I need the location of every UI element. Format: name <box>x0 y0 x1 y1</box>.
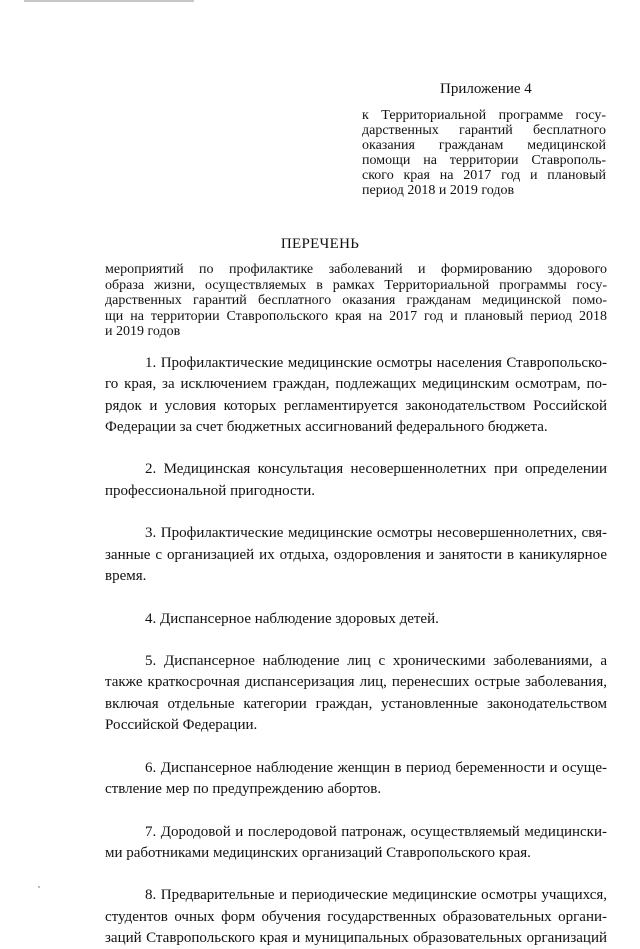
document-subtitle <box>105 262 607 340</box>
subtitle-line: образа жизни, осуществляемых в рамках Территориальной программы госу- <box>105 277 607 293</box>
item-line: 7. Дородовой и послеродовой патронаж, осуществляемый медицински- <box>145 823 607 840</box>
list-item <box>105 353 607 438</box>
list-item <box>105 609 607 630</box>
measures-list <box>105 353 607 949</box>
item-line: го края, за исключением граждан, подлежащих медицинским осмотрам, по- <box>105 376 607 393</box>
item-line: включая отдельные категории граждан, установленные законодательством <box>105 695 607 712</box>
item-line: 4. Диспансерное наблюдение здоровых детей. <box>145 610 439 627</box>
list-item <box>105 758 607 801</box>
list-item <box>105 651 607 736</box>
subtitle-line: мероприятий по профилактике заболеваний и формированию здорового <box>105 262 607 277</box>
document-title: ПЕРЕЧЕНЬ <box>280 236 360 252</box>
item-line: 3. Профилактические медицинские осмотры несовершеннолетних, свя- <box>145 525 607 542</box>
appendix-line: помощи на территории Ставрополь- <box>362 153 606 168</box>
item-line: Российской Федерации. <box>105 717 258 734</box>
subtitle-line: дарственных гарантий бесплатного оказания гражданам медицинской помо- <box>105 293 607 308</box>
item-line: 5. Диспансерное наблюдение лиц с хроническими заболеваниями, а <box>145 653 607 670</box>
appendix-reference <box>362 108 606 198</box>
item-line: 8. Предварительные и периодические медицинские осмотры учащихся, <box>145 887 607 904</box>
item-line: профессиональной пригодности. <box>105 482 315 499</box>
scan-speck <box>38 886 40 888</box>
appendix-line: период 2018 и 2019 годов <box>362 183 515 198</box>
appendix-line: к Территориальной программе госу- <box>362 108 606 123</box>
item-line: занные с организацией их отдыха, оздоровления и занятости в каникулярное <box>105 546 607 563</box>
item-line: заций Ставропольского края и муниципальных образовательных организаций <box>105 930 607 947</box>
list-item <box>105 459 607 502</box>
item-line: 1. Профилактические медицинские осмотры населения Ставропольско- <box>145 355 607 371</box>
appendix-line: дарственных гарантий бесплатного <box>362 123 606 138</box>
scan-edge-mark <box>24 0 194 5</box>
item-line: студентов очных форм обучения государственных образовательных органи- <box>105 908 607 925</box>
item-line: рядок и условия которых регламентируется законодательством Российской <box>105 397 607 414</box>
appendix-label: Приложение 4 <box>440 81 532 97</box>
item-line: 2. Медицинская консультация несовершеннолетних при определении <box>145 461 607 478</box>
item-line: ствление мер по предупреждению абортов. <box>105 780 382 797</box>
appendix-line: оказания гражданам медицинской <box>362 138 606 153</box>
item-line: ми работниками медицинских организаций Ставропольского края. <box>105 844 531 861</box>
list-item <box>105 523 607 587</box>
subtitle-line: щи на территории Ставропольского края на 2017 год и плановый период 2018 <box>105 308 607 324</box>
subtitle-line: и 2019 годов <box>105 324 181 339</box>
list-item <box>105 822 607 865</box>
item-line: время. <box>105 567 147 584</box>
appendix-line: ского края на 2017 год и плановый <box>362 168 606 183</box>
item-line: Федерации за счет бюджетных ассигнований федерального бюджета. <box>105 418 548 435</box>
item-line: 6. Диспансерное наблюдение женщин в период беременности и осуще- <box>145 759 607 776</box>
list-item <box>105 885 607 949</box>
item-line: также краткосрочная диспансеризация лиц, перенесших острые заболевания, <box>105 674 607 691</box>
